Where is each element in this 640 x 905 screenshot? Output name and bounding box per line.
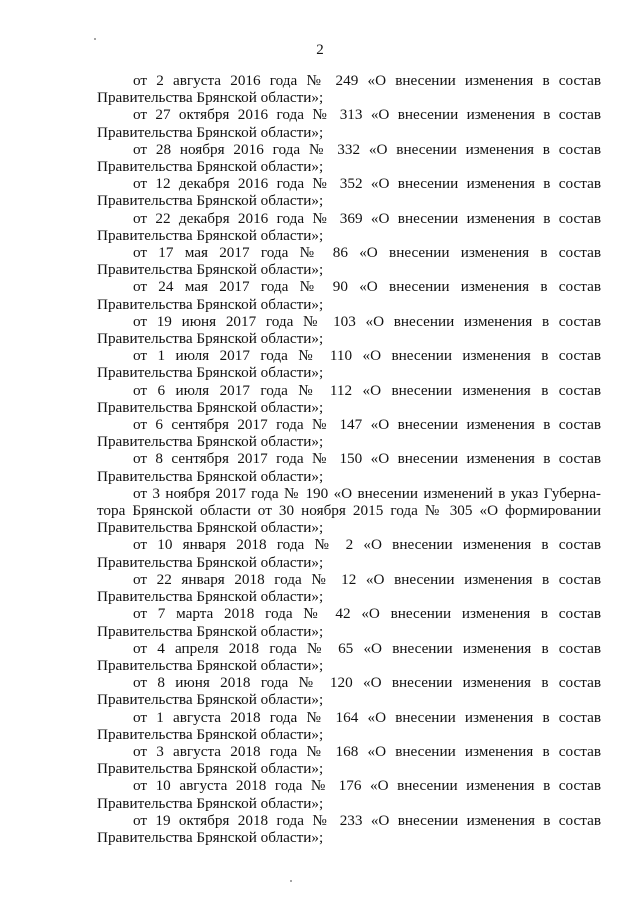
decree-entry-line-2: Правительства Брянской области»; bbox=[97, 794, 324, 812]
decree-entry bbox=[97, 347, 601, 381]
decree-entry-line-2: Правительства Брянской области»; bbox=[97, 588, 324, 606]
decree-entry-line-1: от 7 марта 2018 года № 42 «О внесении изменения в состав bbox=[133, 605, 601, 623]
decree-entry-line-1: от 1 июля 2017 года № 110 «О внесении изменения в состав bbox=[133, 347, 601, 365]
decree-entry-line-1: от 3 августа 2018 года № 168 «О внесении изменения в состав bbox=[133, 742, 601, 760]
decree-entry-line-1: от 3 ноября 2017 года № 190 «О внесении изменений в указ Губерна- bbox=[133, 484, 601, 502]
scan-speck bbox=[94, 38, 96, 40]
decree-entry bbox=[97, 106, 601, 140]
decree-entry-line-2: Правительства Брянской области»; bbox=[97, 89, 324, 107]
decree-entry bbox=[97, 382, 601, 416]
decree-entry bbox=[97, 175, 601, 209]
decree-entry-line-1: от 12 декабря 2016 года № 352 «О внесении изменения в состав bbox=[133, 175, 601, 193]
decree-entry-line-2: Правительства Брянской области»; bbox=[97, 656, 324, 674]
decree-entry-line-1: от 10 января 2018 года № 2 «О внесении изменения в состав bbox=[133, 536, 601, 554]
decree-entry-line-1: от 22 декабря 2016 года № 369 «О внесении изменения в состав bbox=[133, 209, 601, 227]
decree-entry bbox=[97, 571, 601, 605]
decree-entry bbox=[97, 210, 601, 244]
decree-entry-line-1: от 17 мая 2017 года № 86 «О внесении изменения в состав bbox=[133, 244, 601, 262]
decree-entry-line-2: Правительства Брянской области»; bbox=[97, 622, 324, 640]
decree-entry-line-2: Правительства Брянской области»; bbox=[97, 725, 324, 743]
decree-entry bbox=[97, 416, 601, 450]
decree-entry-line-2: Правительства Брянской области»; bbox=[97, 192, 324, 210]
decree-entry-line-1: от 8 сентября 2017 года № 150 «О внесении изменения в состав bbox=[133, 450, 601, 468]
decree-entry-line-2: Правительства Брянской области»; bbox=[97, 364, 324, 382]
decree-entry-line-1: от 19 октября 2018 года № 233 «О внесении изменения в состав bbox=[133, 811, 601, 829]
decree-entry-line-1: от 24 мая 2017 года № 90 «О внесении изменения в состав bbox=[133, 278, 601, 296]
decree-entry-line-1: от 2 августа 2016 года № 249 «О внесении изменения в состав bbox=[133, 72, 601, 89]
decree-entry bbox=[97, 640, 601, 674]
decree-entry-line-1: от 28 ноября 2016 года № 332 «О внесении изменения в состав bbox=[133, 140, 601, 158]
decree-entry-line-2: Правительства Брянской области»; bbox=[97, 553, 324, 571]
decree-entry-line-1: от 19 июня 2017 года № 103 «О внесении изменения в состав bbox=[133, 312, 601, 330]
decree-entry bbox=[97, 536, 601, 570]
decree-entry-line-1: от 6 июля 2017 года № 112 «О внесении изменения в состав bbox=[133, 381, 601, 399]
decree-entry-line-1: от 1 августа 2018 года № 164 «О внесении изменения в состав bbox=[133, 708, 601, 726]
decree-entry bbox=[97, 743, 601, 777]
decree-entry-line-2: Правительства Брянской области»; bbox=[97, 261, 324, 279]
decree-entry bbox=[97, 777, 601, 811]
decree-entry-line-1: от 8 июня 2018 года № 120 «О внесении изменения в состав bbox=[133, 674, 601, 692]
decree-entry-line-2: Правительства Брянской области»; bbox=[97, 330, 324, 348]
decree-entry bbox=[97, 812, 601, 846]
decree-entry-line-2: Правительства Брянской области»; bbox=[97, 433, 324, 451]
decree-entry-line-2: Правительства Брянской области»; bbox=[97, 158, 324, 176]
decree-list bbox=[97, 72, 601, 846]
scan-speck bbox=[290, 880, 292, 882]
decree-entry bbox=[97, 244, 601, 278]
decree-entry-line-2: Правительства Брянской области»; bbox=[97, 828, 324, 846]
decree-entry bbox=[97, 72, 601, 106]
decree-entry bbox=[97, 674, 601, 708]
decree-entry bbox=[97, 605, 601, 639]
decree-entry bbox=[97, 709, 601, 743]
decree-entry bbox=[97, 278, 601, 312]
decree-entry-line-1: от 4 апреля 2018 года № 65 «О внесении изменения в состав bbox=[133, 639, 601, 657]
decree-entry-line-2: Правительства Брянской области»; bbox=[97, 295, 324, 313]
decree-entry-line-3: Правительства Брянской области»; bbox=[97, 519, 324, 537]
decree-entry-line-1: от 22 января 2018 года № 12 «О внесении изменения в состав bbox=[133, 570, 601, 588]
decree-entry-line-1: от 10 августа 2018 года № 176 «О внесении изменения в состав bbox=[133, 777, 601, 795]
decree-entry-line-1: от 6 сентября 2017 года № 147 «О внесении изменения в состав bbox=[133, 416, 601, 434]
decree-entry bbox=[97, 450, 601, 484]
decree-entry bbox=[97, 141, 601, 175]
decree-entry-line-2: Правительства Брянской области»; bbox=[97, 123, 324, 141]
decree-entry bbox=[97, 313, 601, 347]
decree-entry-line-2: Правительства Брянской области»; bbox=[97, 760, 324, 778]
decree-entry-line-2: Правительства Брянской области»; bbox=[97, 691, 324, 709]
decree-entry bbox=[97, 485, 601, 537]
decree-entry-line-1: от 27 октября 2016 года № 313 «О внесении изменения в состав bbox=[133, 106, 601, 124]
decree-entry-line-2: Правительства Брянской области»; bbox=[97, 226, 324, 244]
page-number: 2 bbox=[316, 42, 324, 58]
decree-entry-line-2: тора Брянской области от 30 ноября 2015 года № 305 «О формировании bbox=[97, 502, 601, 520]
decree-entry-line-2: Правительства Брянской области»; bbox=[97, 398, 324, 416]
decree-entry-line-2: Правительства Брянской области»; bbox=[97, 467, 324, 485]
